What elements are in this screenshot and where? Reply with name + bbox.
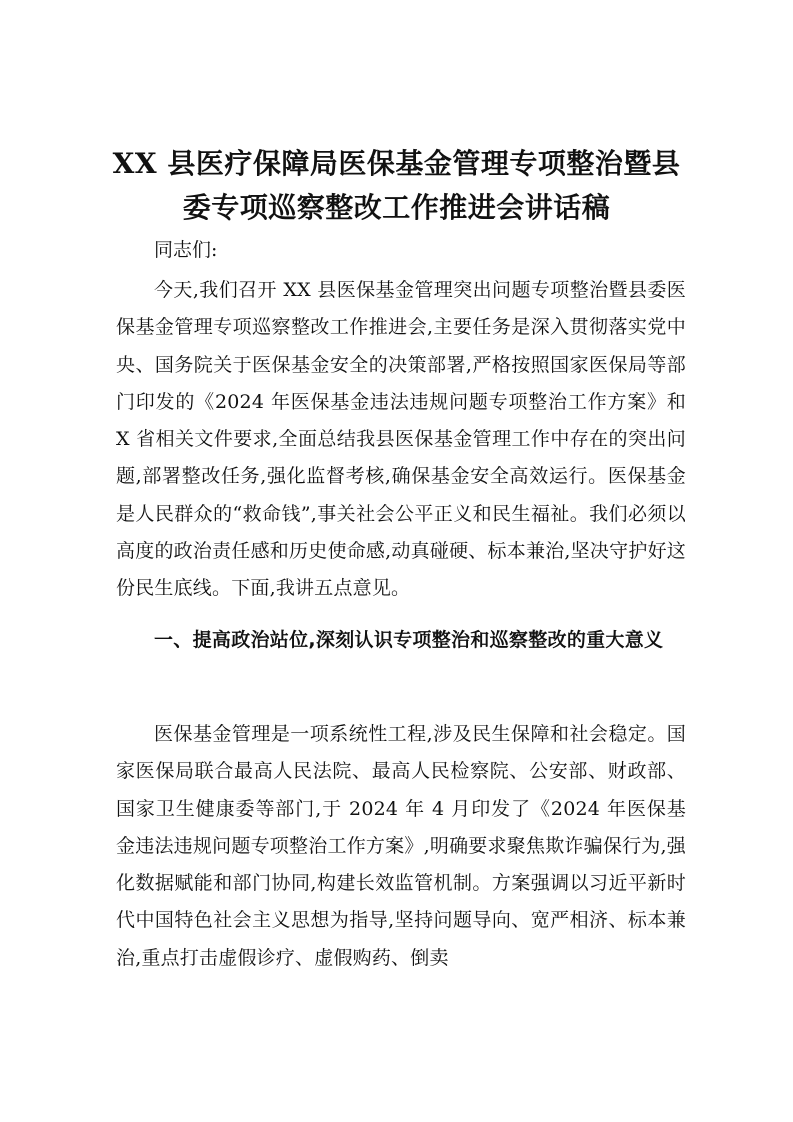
paragraph-introduction: 今天,我们召开 XX 县医保基金管理突出问题专项整治暨县委医保基金管理专项巡察整改工作推进会,主要任务是深入贯彻落实党中央、国务院关于医保基金安全的决策部署,严格按照国家医保局等部门印发的《2024 年医保基金违法违规问题专项整治工作方案》和 X 省相关文件要求,全面总结我县医保基金管理工作中存在的突出问题,部署整改任务,强化监督考核,确保基金安全高效运行。医保基金是人民群众的“救命钱”,事关社会公平正义和民生福祉。我们必须以高度的政治责任感和历史使命感,动真碰硬、标本兼治,坚决守护好这份民生底线。下面,我讲五点意见。 <box>116 279 686 600</box>
document-title-line-2: 委专项巡察整改工作推进会讲话稿 <box>182 191 611 224</box>
paragraph-section-1: 医保基金管理是一项系统性工程,涉及民生保障和社会稳定。国家医保局联合最高人民法院、最高人民检察院、公安部、财政部、国家卫生健康委等部门,于 2024 年 4 月印发了《2024 年医保基金违法违规问题专项整治工作方案》,明确要求聚焦欺诈骗保行为,强化数据赋能和部门协同,构建长效监管机制。方案强调以习近平新时代中国特色社会主义思想为指导,坚持问题导向、宽严相济、标本兼治,重点打击虚假诊疗、虚假购药、倒卖 <box>116 723 686 969</box>
section-heading-1: 一、提高政治站位,深刻认识专项整治和巡察整改的重大意义 <box>154 629 664 651</box>
salutation: 同志们: <box>154 239 218 261</box>
document-title-line-1: XX 县医疗保障局医保基金管理专项整治暨县 <box>112 147 681 180</box>
